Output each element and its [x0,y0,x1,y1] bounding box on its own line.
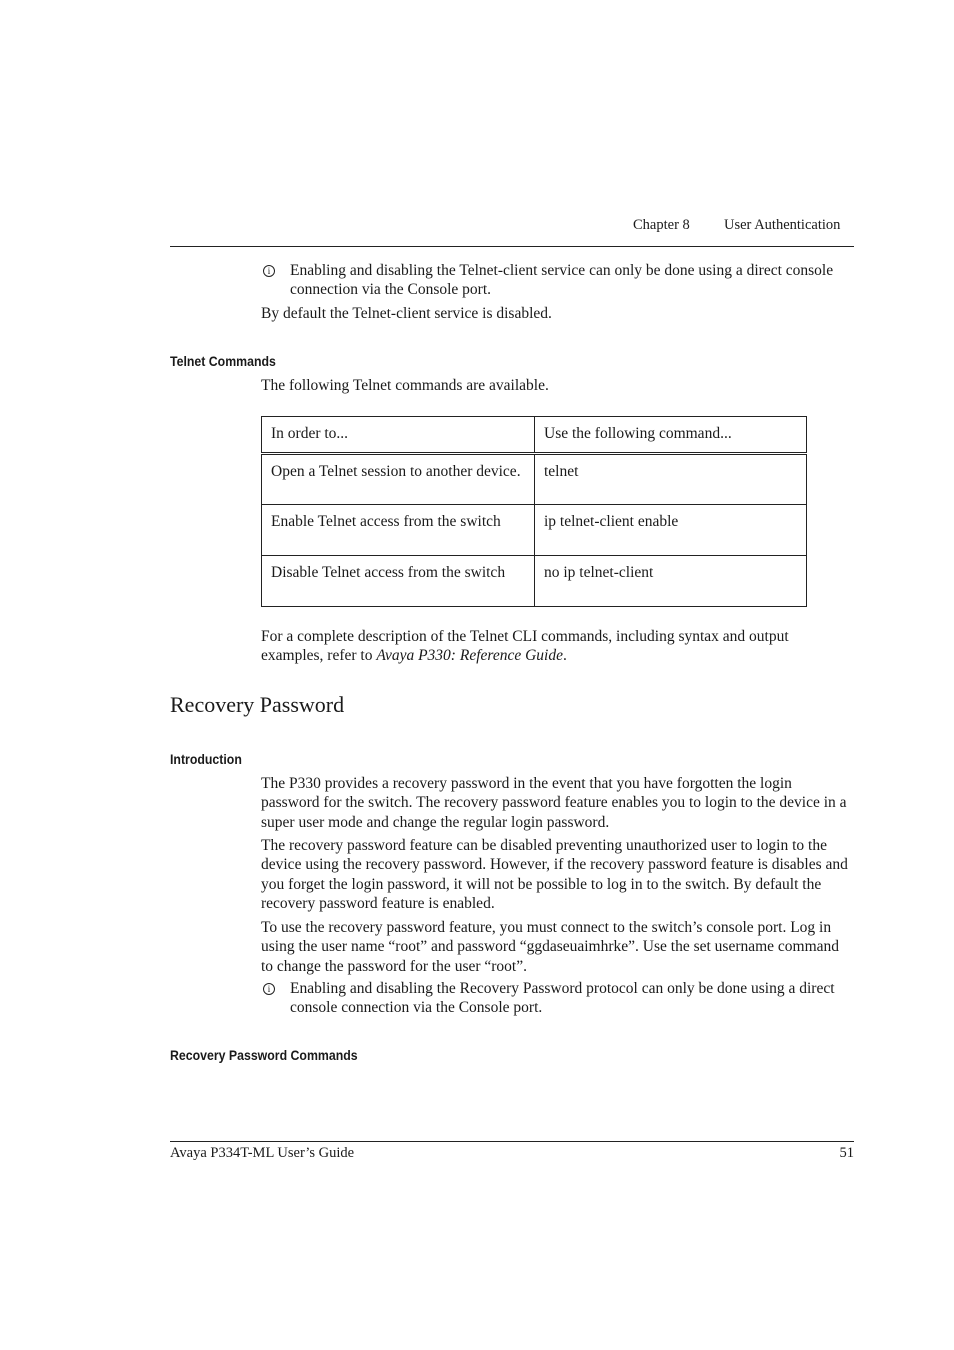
reference-guide-title: Avaya P330: Reference Guide [376,647,563,665]
section-title: Recovery Password [170,692,345,717]
footer-title: Avaya P334T-ML User’s Guide [170,1145,355,1161]
info-note-icon: i [263,265,275,277]
table-cell: no ip telnet-client [535,556,807,607]
introduction-heading: Introduction [170,751,242,767]
header-section: User Authentication [724,217,841,233]
recovery-note: Enabling and disabling the Recovery Password protocol can only be done using a direct console connection via the Console port. [290,980,835,1017]
table-cell: ip telnet-client enable [535,505,807,556]
recovery-commands-heading: Recovery Password Commands [170,1047,358,1063]
telnet-commands-table [261,416,807,607]
header-rule [170,246,854,247]
telnet-commands-heading: Telnet Commands [170,353,276,369]
telnet-note: Enabling and disabling the Telnet-client service can only be done using a direct console connection via the Console port. [290,262,834,299]
header-chapter: Chapter 8 [633,217,690,233]
table-cell: telnet [535,454,807,505]
recovery-paragraph-1: The P330 provides a recovery password in the event that you have forgotten the login password for the switch. The recovery password feature enables you to login to the device in a super user mode and change the regular login password. [261,775,847,831]
table-row [262,556,807,607]
telnet-commands-intro: The following Telnet commands are available. [261,377,549,394]
table-row [262,454,807,505]
table-header-row [262,417,807,454]
telnet-reference-paragraph: For a complete description of the Telnet CLI commands, including syntax and output examples, refer to Avaya P330: Reference Guide. [261,628,789,665]
table-cell: Open a Telnet session to another device. [262,454,535,505]
telnet-default-text: By default the Telnet-client service is disabled. [261,305,552,322]
table-cell: Disable Telnet access from the switch [262,556,535,607]
footer-rule [170,1141,854,1142]
table-row [262,505,807,556]
info-note-icon: i [263,983,275,995]
table-header-cell: Use the following command... [535,417,807,454]
table-cell: Enable Telnet access from the switch [262,505,535,556]
reference-text: For a complete description of the Telnet CLI commands, including syntax and output examples, refer to [261,628,789,665]
recovery-paragraph-2: The recovery password feature can be disabled preventing unauthorized user to login to the device using the recovery password. However, if the recovery password feature is disables and you forget the login password, it will not be possible to log in to the switch. By default the recovery password feature is enabled. [261,837,848,913]
table-header-cell: In order to... [262,417,535,454]
page-number: 51 [839,1145,854,1161]
recovery-paragraph-3: To use the recovery password feature, you must connect to the switch’s console port. Log in using the user name “root” and password “ggdaseuaimhrke”. Use the set username command to change the password for the user “root”. [261,919,840,975]
